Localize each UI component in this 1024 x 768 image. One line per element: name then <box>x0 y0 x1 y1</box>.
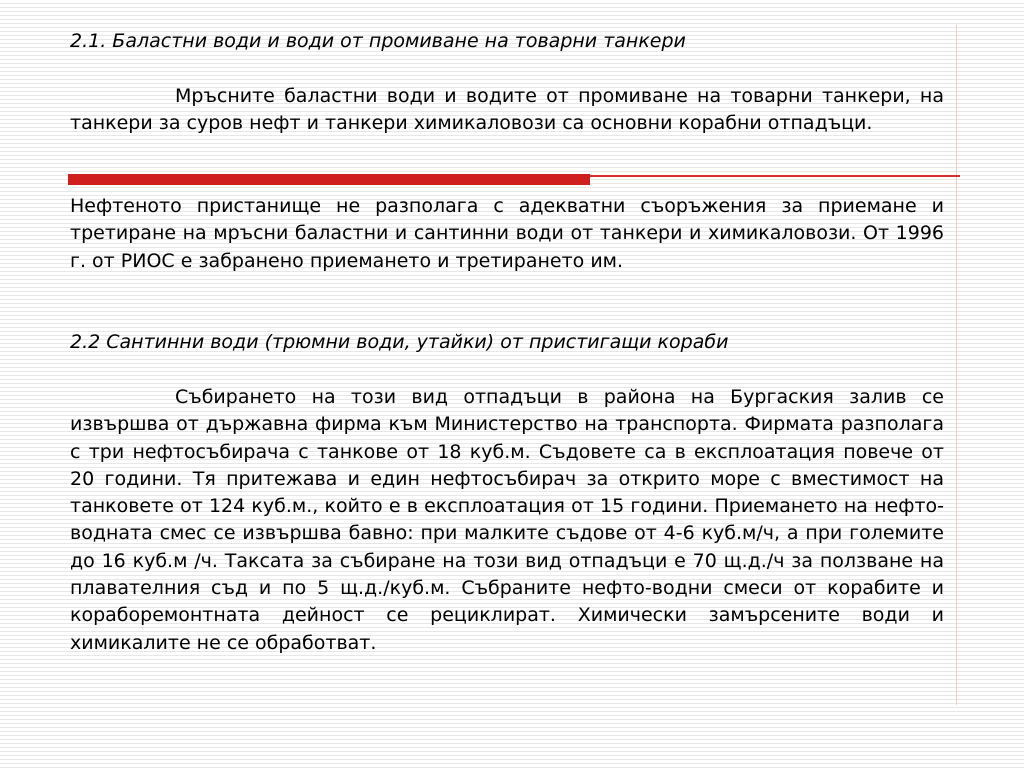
section1-heading: 2.1. Баластни води и води от промиване на товарни танкери <box>70 30 686 52</box>
red-divider-bar <box>68 174 590 185</box>
section2-heading: 2.2 Сантинни води (трюмни води, утайки) от пристигащи кораби <box>70 331 729 353</box>
decorative-vertical-line <box>956 25 957 705</box>
section1-continuation-paragraph: Нефтеното пристанище не разполага с адекватни съоръжения за приемане и третиране на мръсни баластни и сантинни води от танкери и химикаловози. От 1996 г. от РИОС е забранено приемането и третирането им. <box>70 195 944 272</box>
red-divider-line <box>590 175 960 177</box>
section1-paragraph: Мръсните баластни води и водите от промиване на товарни танкери, на танкери за суров нефт и танкери химикаловози са основни корабни отпадъци. <box>70 85 944 135</box>
section2-paragraph: Събирането на този вид отпадъци в района на Бургаския залив се извършва от държавна фирма към Министерство на транспорта. Фирмата разполага с три нефтосъбирача с танкове от 18 куб.м. Съдовете са в експлоатация повече от 20 години. Тя притежава и един нефтосъбирач за открито море с вместимост на танковете от 124 куб.м., който е в експлоатация от 15 години. Приемането на нефто-водната смес се извършва бавно: при малките съдове от 4-6 куб.м/ч, а при големите до 16 куб.м /ч. Таксата за събиране на този вид отпадъци е 70 щ.д./ч за ползване на плавателния съд и по 5 щ.д./куб.м. Събраните нефто-водни смеси от корабите и кораборемонтната дейност се рециклират. Химически замърсените води и химикалите не се обработват. <box>70 386 944 654</box>
